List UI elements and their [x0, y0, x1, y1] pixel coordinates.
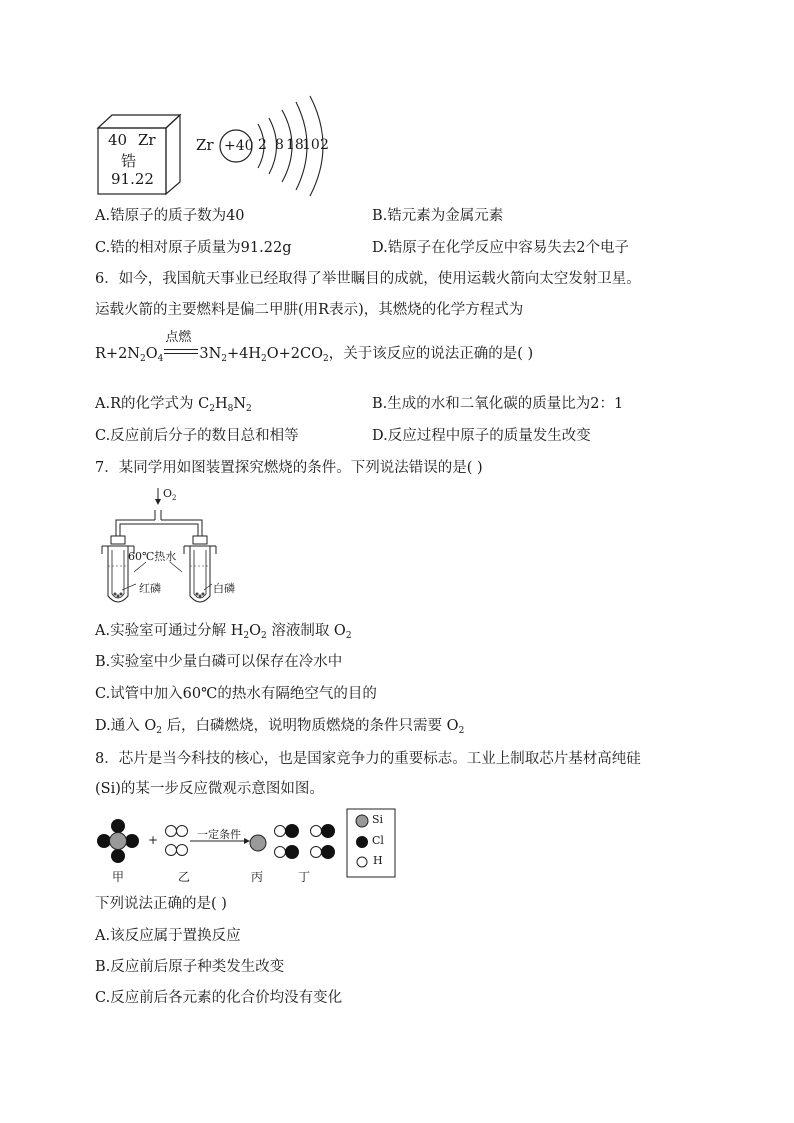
q7-stem: 7．某同学用如图装置探究燃烧的条件。下列说法错误的是( )	[95, 460, 483, 476]
legend-cl: Cl	[372, 834, 384, 847]
atom-symbol: Zr	[196, 136, 214, 154]
apparatus-white-phosphorus-label: 白磷	[213, 582, 235, 595]
equation-left: R+2N	[95, 346, 140, 362]
label-yi: 乙	[178, 870, 191, 884]
apparatus-red-phosphorus-label: 红磷	[139, 582, 161, 595]
q8-stem-line1: 8．芯片是当今科技的核心，也是国家竞争力的重要标志。工业上制取芯片基材高纯硅	[95, 751, 641, 767]
q6-stem-line2: 运载火箭的主要燃料是偏二甲肼(用R表示)，其燃烧的化学方程式为	[95, 302, 524, 318]
shell-4: 10	[302, 137, 320, 153]
element-mass: 91.22	[111, 170, 154, 188]
legend-h: H	[373, 854, 383, 867]
q5-option-c: C.锆的相对原子质量为91.22g	[95, 240, 292, 256]
q6-option-b: B.生成的水和二氧化碳的质量比为2：1	[372, 396, 624, 412]
equation-tail: ，关于该反应的说法正确的是( )	[328, 346, 534, 362]
q6-option-a: A.R的化学式为 $C_2H_8N_2$	[95, 396, 252, 414]
q6-option-d: D.反应过程中原子的质量发生改变	[372, 428, 591, 444]
reaction-plus: +	[148, 833, 159, 847]
q7-option-b: B.实验室中少量白磷可以保存在冷水中	[95, 654, 343, 670]
reaction-condition: 一定条件	[197, 828, 241, 841]
q8-option-b: B.反应前后原子种类发生改变	[95, 959, 285, 975]
q7-option-c: C.试管中加入60℃的热水有隔绝空气的目的	[95, 686, 377, 702]
apparatus-hot-water-label: 60℃热水	[128, 550, 177, 563]
legend-si: Si	[372, 813, 384, 826]
element-symbol: Zr	[138, 131, 156, 149]
equation-condition: 点燃	[165, 330, 192, 345]
q5-option-a: A.锆原子的质子数为40	[95, 208, 245, 224]
atom-nucleus: +40	[224, 138, 254, 154]
q6-stem-line1: 6．如今，我国航天事业已经取得了举世瞩目的成就，使用运载火箭向太空发射卫星。	[95, 271, 641, 287]
apparatus-o2-label: $O_2$	[163, 487, 177, 502]
q7-option-a: A.实验室可通过分解 $H_2O_2$ 溶液制取 $O_2$	[95, 623, 352, 641]
q5-option-d: D.锆原子在化学反应中容易失去2个电子	[372, 240, 629, 256]
label-ding: 丁	[298, 870, 311, 884]
q8-stem-line2: (Si)的某一步反应微观示意图如图。	[95, 781, 324, 797]
shell-3: 18	[286, 137, 304, 153]
q6-equation: $R+2N_2O_4$ 点燃 $3N_2+4H_2O+2CO_2$，关于该反应的说法正确的是( )	[95, 330, 534, 364]
shell-1: 2	[258, 137, 267, 153]
shell-2: 8	[275, 137, 284, 153]
q8-option-c: C.反应前后各元素的化合价均没有变化	[95, 990, 343, 1006]
element-number: 40	[108, 131, 128, 149]
q6-option-c: C.反应前后分子的数目总和相等	[95, 428, 299, 444]
label-bing: 丙	[251, 870, 264, 884]
q5-option-b: B.锆元素为金属元素	[372, 208, 504, 224]
label-jia: 甲	[112, 870, 125, 884]
element-name: 锆	[121, 152, 137, 170]
q8-option-a: A.该反应属于置换反应	[95, 928, 241, 944]
shell-5: 2	[320, 137, 329, 153]
q8-question: 下列说法正确的是( )	[95, 896, 227, 912]
q7-option-d: D.通入 $O_2$ 后，白磷燃烧，说明物质燃烧的条件只需要 $O_2$	[95, 718, 465, 736]
